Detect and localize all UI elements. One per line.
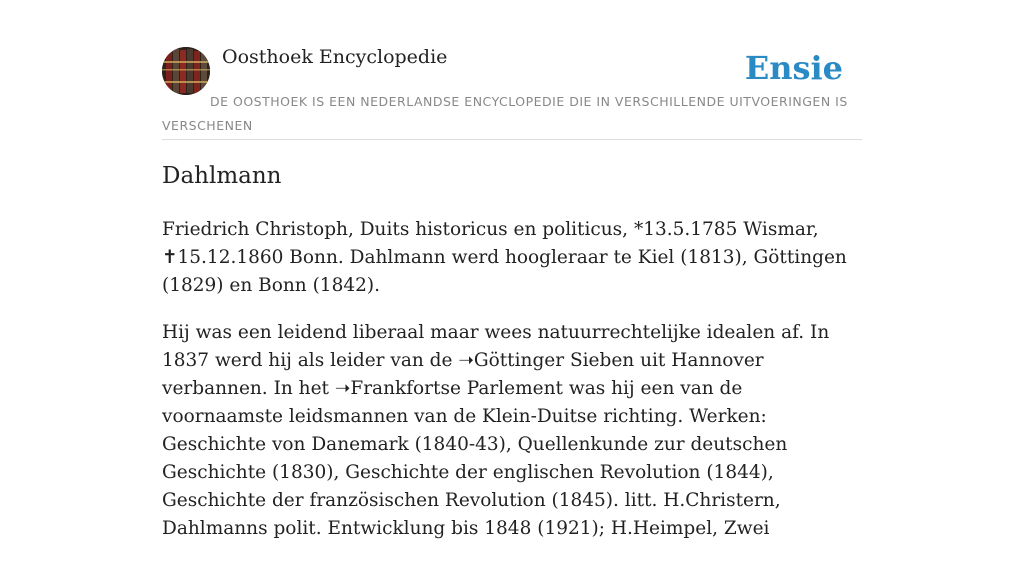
site-header xyxy=(162,44,862,140)
article-paragraph-1: Friedrich Christoph, Duits historicus en politicus, *13.5.1785 Wismar, ✝15.12.1860 Bonn. Dahlmann werd hoogleraar te Kiel (1813), Göttingen (1829) en Bonn (1842). xyxy=(162,219,847,296)
article-paragraph-2 xyxy=(162,319,865,543)
book-spines-icon[interactable] xyxy=(162,47,210,95)
cross-reference-link-gottinger-sieben[interactable]: ➝Göttinger Sieben xyxy=(458,350,635,371)
ensie-brand-link[interactable]: Ensie xyxy=(744,49,843,87)
site-tagline: DE OOSTHOEK IS EEN NEDERLANDSE ENCYCLOPEDIE DIE IN VERSCHILLENDE UITVOERINGEN IS VERSCHENEN xyxy=(162,94,848,133)
cross-reference-link-frankfortse-parlement[interactable]: ➝Frankfortse Parlement xyxy=(334,378,563,399)
paragraph-text: was hij een van de voornaamste leidsmannen van de Klein-Duitse richting. Werken: Geschichte von Danemark (1840-43), Quellenkunde zur deutschen Geschichte (1830), Geschichte der englischen Revolution (1844), Geschichte der französischen Revolution (1845). litt. H.Christern, Dahlmanns polit. Entwicklung bis 1848 (1921); H.Heimpel, Zwei xyxy=(162,378,788,539)
article-body xyxy=(162,216,865,562)
article-title: Dahlmann xyxy=(162,163,282,189)
site-title-link[interactable]: Oosthoek Encyclopedie xyxy=(222,46,448,68)
paragraph-text: uit Hannover verbannen. In het xyxy=(162,350,764,399)
paragraph-text: Hij was een leidend liberaal maar wees natuurrechtelijke idealen af. In 1837 werd hij als leider van de xyxy=(162,322,830,371)
